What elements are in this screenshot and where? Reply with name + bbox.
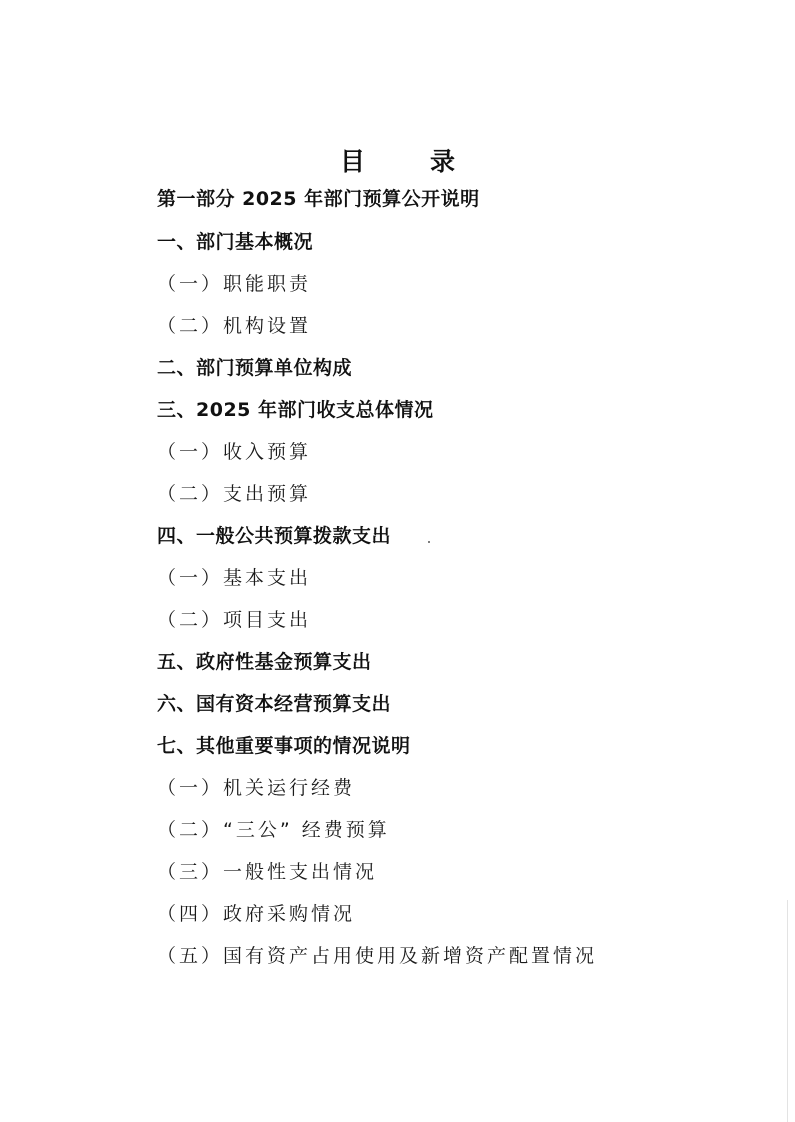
toc-subsection-7-1: （一）机关运行经费	[157, 777, 356, 799]
toc-subsection-7-3: （三）一般性支出情况	[157, 861, 378, 883]
toc-part-heading: 第一部分 2025 年部门预算公开说明	[157, 188, 480, 210]
toc-section-5: 五、政府性基金预算支出	[157, 651, 372, 673]
toc-subsection-7-2: （二）“三公” 经费预算	[157, 819, 390, 841]
toc-section-2: 二、部门预算单位构成	[157, 357, 353, 379]
toc-section-1: 一、部门基本概况	[157, 231, 314, 253]
toc-subsection-7-5: （五）国有资产占用使用及新增资产配置情况	[157, 945, 598, 967]
toc-subsection-4-2: （二）项目支出	[157, 609, 312, 631]
toc-section-6: 六、国有资本经营预算支出	[157, 693, 392, 715]
toc-subsection-1-2: （二）机构设置	[157, 315, 312, 337]
toc-subsection-4-1: （一）基本支出	[157, 567, 312, 589]
toc-subsection-7-4: （四）政府采购情况	[157, 903, 356, 925]
toc-section-3: 三、2025 年部门收支总体情况	[157, 399, 434, 421]
toc-subsection-3-2: （二）支出预算	[157, 483, 312, 505]
toc-section-7: 七、其他重要事项的情况说明	[157, 735, 411, 757]
toc-subsection-3-1: （一）收入预算	[157, 441, 312, 463]
scan-edge-line	[787, 900, 788, 1122]
toc-section-4: 四、一般公共预算拨款支出	[157, 525, 392, 547]
toc-subsection-1-1: （一）职能职责	[157, 273, 312, 295]
page-title: 目 录	[339, 147, 475, 176]
scan-speck	[428, 541, 430, 543]
